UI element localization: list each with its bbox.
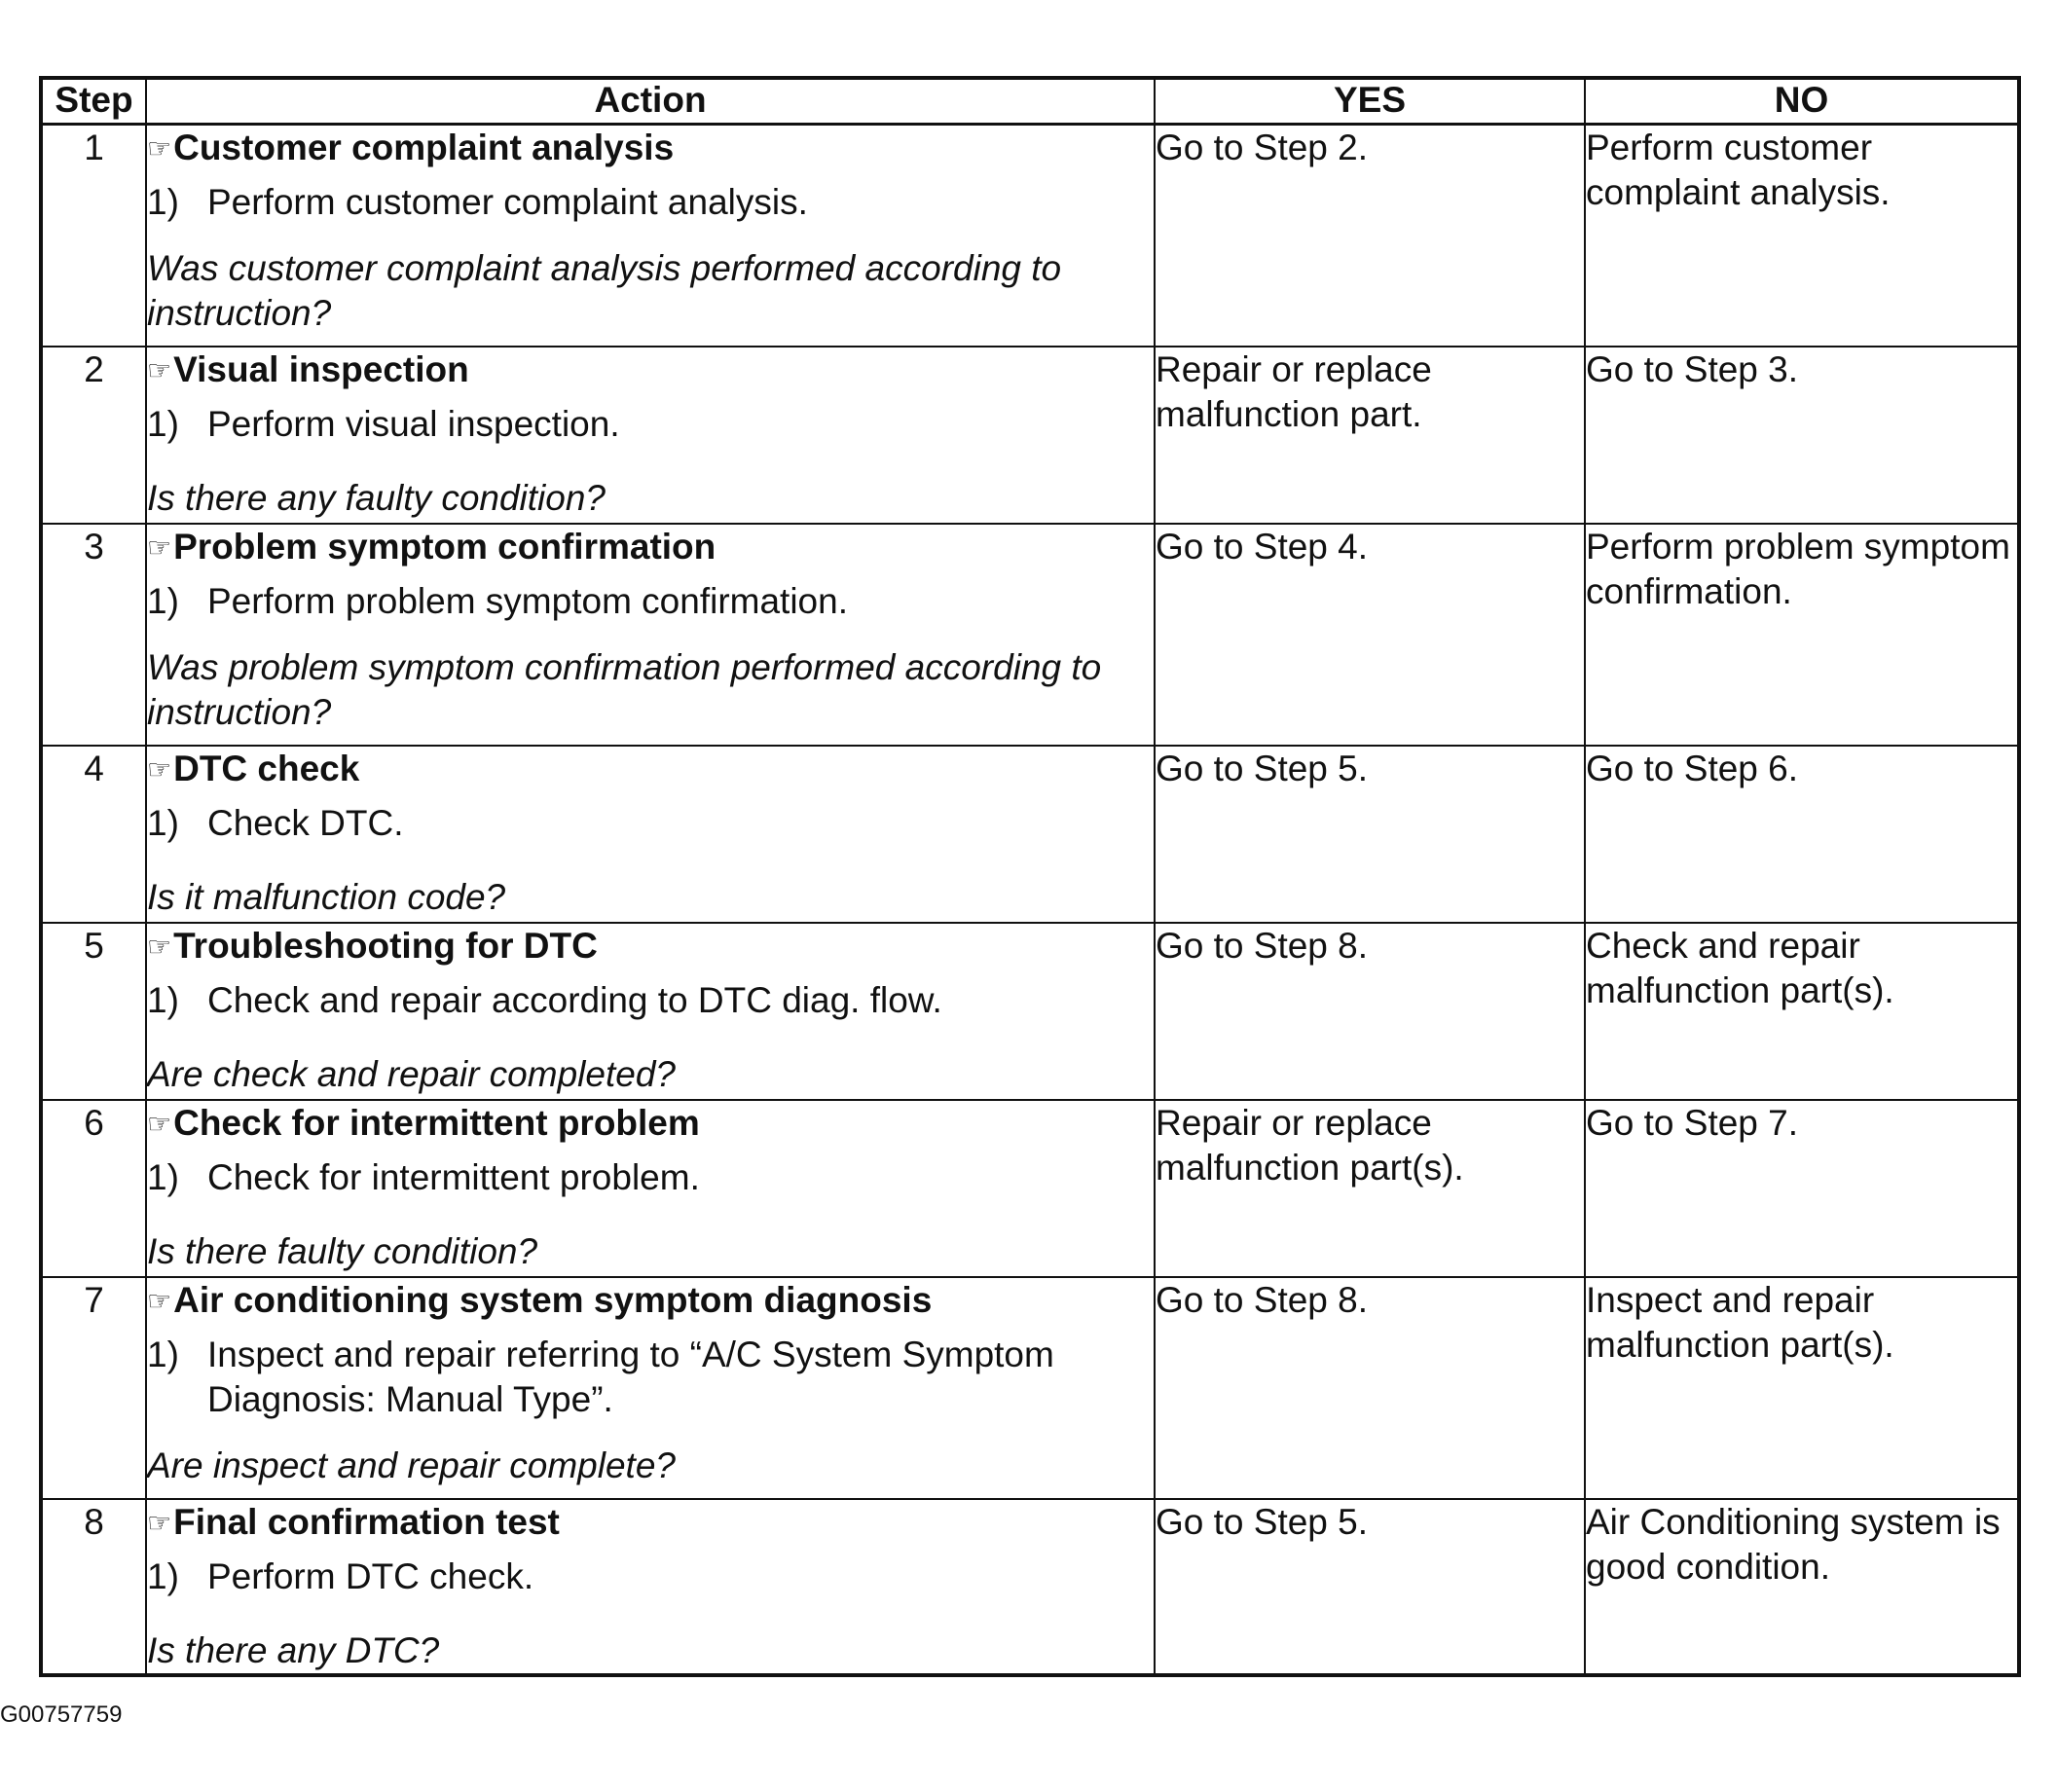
- substep-text: Perform visual inspection.: [207, 403, 620, 444]
- step-number: 8: [41, 1499, 146, 1675]
- substep: [147, 402, 1154, 447]
- action-title: [147, 126, 1154, 170]
- substep-text: Perform customer complaint analysis.: [207, 182, 808, 222]
- substep: [147, 579, 1154, 624]
- action-question: Was customer complaint analysis performed according to instruction?: [147, 248, 1062, 333]
- substep-number: 1): [147, 1156, 179, 1197]
- action-title-text: Troubleshooting for DTC: [173, 925, 598, 966]
- substep: [147, 180, 1154, 225]
- hand-pointing-right-icon: ☞: [147, 931, 172, 962]
- figure-id: G00757759: [0, 1701, 123, 1728]
- diagnostic-flow-table: [39, 76, 2021, 1677]
- substep-number: 1): [147, 1555, 179, 1596]
- action-title-text: DTC check: [173, 748, 360, 788]
- yes-result: Go to Step 5.: [1155, 746, 1585, 923]
- step-number: 2: [41, 347, 146, 524]
- action-title: [147, 525, 1154, 569]
- table-row: [41, 1277, 2019, 1499]
- substep-text: Check DTC.: [207, 802, 404, 843]
- action-question: Are inspect and repair complete?: [147, 1445, 676, 1485]
- action-title-text: Problem symptom confirmation: [173, 526, 716, 567]
- substep: [147, 801, 1154, 846]
- action-question: Is there any faulty condition?: [147, 477, 606, 518]
- substep-number: 1): [147, 1334, 179, 1374]
- substep-number: 1): [147, 802, 179, 843]
- hand-pointing-right-icon: ☞: [147, 753, 172, 785]
- substep-number: 1): [147, 979, 179, 1020]
- table-row: [41, 746, 2019, 923]
- action-question: Was problem symptom confirmation performed according to instruction?: [147, 646, 1102, 732]
- substep-text: Inspect and repair referring to “A/C System Symptom Diagnosis: Manual Type”.: [207, 1334, 1054, 1419]
- hand-pointing-right-icon: ☞: [147, 1108, 172, 1139]
- table-row: [41, 1100, 2019, 1277]
- action-title: [147, 747, 1154, 791]
- substep-number: 1): [147, 182, 179, 222]
- action-cell: [146, 746, 1155, 923]
- action-cell: [146, 125, 1155, 347]
- step-number: 5: [41, 923, 146, 1100]
- hand-pointing-right-icon: ☞: [147, 354, 172, 385]
- substep-number: 1): [147, 580, 179, 621]
- table-row: [41, 1499, 2019, 1675]
- yes-result: Repair or replace malfunction part.: [1155, 347, 1585, 524]
- table-row: [41, 524, 2019, 746]
- table-row: [41, 125, 2019, 347]
- yes-result: Go to Step 5.: [1155, 1499, 1585, 1675]
- no-result: Perform customer complaint analysis.: [1585, 125, 2019, 347]
- action-cell: [146, 347, 1155, 524]
- yes-result: Go to Step 4.: [1155, 524, 1585, 746]
- table-header-row: [41, 78, 2019, 125]
- step-number: 4: [41, 746, 146, 923]
- action-cell: [146, 923, 1155, 1100]
- no-result: Go to Step 3.: [1585, 347, 2019, 524]
- no-result: Go to Step 7.: [1585, 1100, 2019, 1277]
- action-question: Are check and repair completed?: [147, 1053, 676, 1094]
- action-title: [147, 1500, 1154, 1545]
- no-result: Air Conditioning system is good condition.: [1585, 1499, 2019, 1675]
- yes-result: Go to Step 8.: [1155, 1277, 1585, 1499]
- substep: [147, 1333, 1154, 1422]
- table-row: [41, 347, 2019, 524]
- action-title-text: Visual inspection: [173, 348, 469, 389]
- action-title: [147, 1101, 1154, 1146]
- yes-result: Go to Step 2.: [1155, 125, 1585, 347]
- action-title: [147, 924, 1154, 969]
- hand-pointing-right-icon: ☞: [147, 1285, 172, 1316]
- action-title: [147, 347, 1154, 392]
- action-question: Is there any DTC?: [147, 1629, 440, 1670]
- action-title-text: Air conditioning system symptom diagnosis: [173, 1279, 933, 1320]
- header-step: Step: [41, 78, 146, 125]
- substep: [147, 978, 1154, 1023]
- no-result: Go to Step 6.: [1585, 746, 2019, 923]
- no-result: Check and repair malfunction part(s).: [1585, 923, 2019, 1100]
- step-number: 6: [41, 1100, 146, 1277]
- table-row: [41, 923, 2019, 1100]
- action-cell: [146, 524, 1155, 746]
- hand-pointing-right-icon: ☞: [147, 531, 172, 563]
- action-cell: [146, 1277, 1155, 1499]
- no-result: Inspect and repair malfunction part(s).: [1585, 1277, 2019, 1499]
- step-number: 7: [41, 1277, 146, 1499]
- substep-text: Check for intermittent problem.: [207, 1156, 700, 1197]
- action-title-text: Final confirmation test: [173, 1501, 560, 1542]
- substep-text: Perform DTC check.: [207, 1555, 534, 1596]
- hand-pointing-right-icon: ☞: [147, 133, 172, 164]
- step-number: 1: [41, 125, 146, 347]
- action-title-text: Customer complaint analysis: [173, 128, 675, 167]
- substep-text: Perform problem symptom confirmation.: [207, 580, 848, 621]
- substep: [147, 1155, 1154, 1200]
- action-title: [147, 1278, 1154, 1323]
- substep: [147, 1554, 1154, 1599]
- action-title-text: Check for intermittent problem: [173, 1102, 700, 1143]
- header-action: Action: [146, 78, 1155, 125]
- action-question: Is it malfunction code?: [147, 876, 506, 917]
- hand-pointing-right-icon: ☞: [147, 1507, 172, 1538]
- header-no: NO: [1585, 78, 2019, 125]
- action-cell: [146, 1499, 1155, 1675]
- action-question: Is there faulty condition?: [147, 1230, 538, 1271]
- yes-result: Go to Step 8.: [1155, 923, 1585, 1100]
- substep-text: Check and repair according to DTC diag. flow.: [207, 979, 942, 1020]
- substep-number: 1): [147, 403, 179, 444]
- yes-result: Repair or replace malfunction part(s).: [1155, 1100, 1585, 1277]
- no-result: Perform problem symptom confirmation.: [1585, 524, 2019, 746]
- step-number: 3: [41, 524, 146, 746]
- header-yes: YES: [1155, 78, 1585, 125]
- action-cell: [146, 1100, 1155, 1277]
